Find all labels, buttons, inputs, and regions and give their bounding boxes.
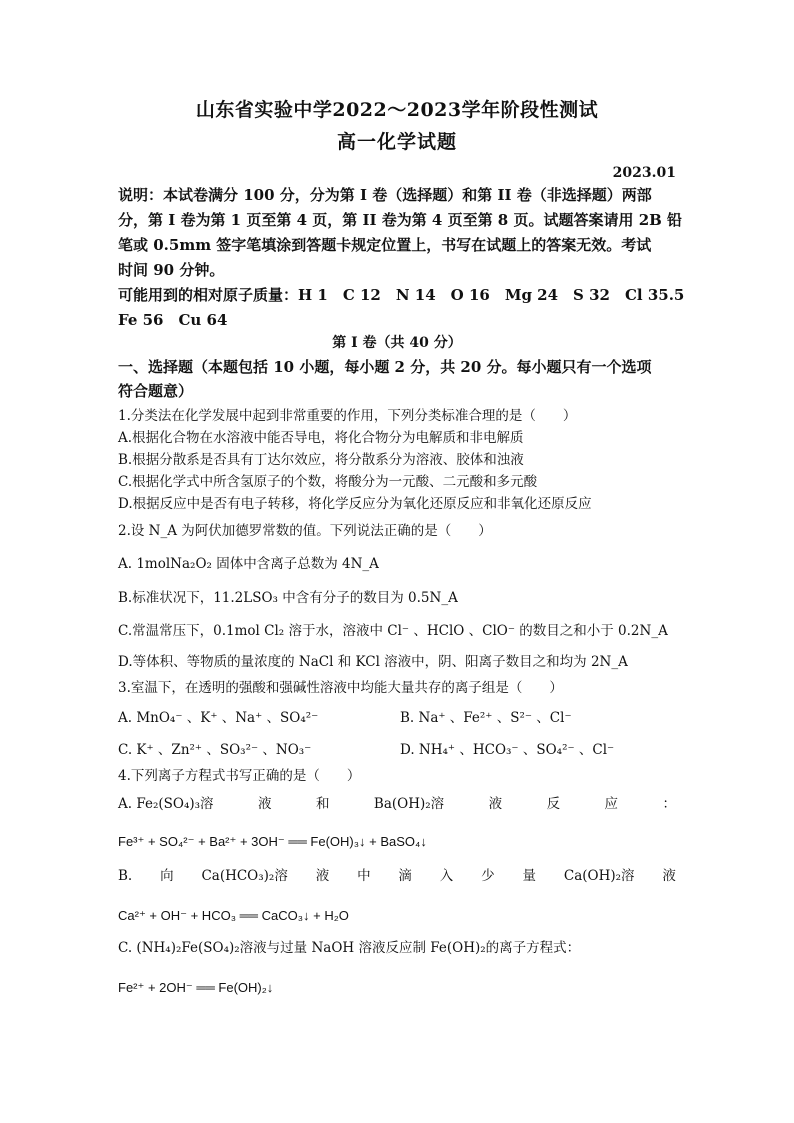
part-heading-line-1: 一、选择题（本题包括 10 小题，每小题 2 分，共 20 分。每小题只有一个选项 [118,358,652,376]
q4b-word: B. [118,868,133,884]
question-2-option-c: C.常温常压下，0.1mol Cl₂ 溶于水，溶液中 Cl⁻ 、HClO 、ClO⁻ 的数目之和小于 0.2N_A [118,623,668,639]
question-4-stem: 4.下列离子方程式书写正确的是（ ） [118,768,361,784]
part-heading-line-2: 符合题意） [118,382,194,400]
q4a-word: ： [662,796,676,812]
instructions-line-1: 说明：本试卷满分 100 分，分为第 I 卷（选择题）和第 II 卷（非选择题）两部 [118,186,652,204]
question-1-option-a: A.根据化合物在水溶液中能否导电，将化合物分为电解质和非电解质 [118,430,524,446]
q4a-word: 反 [546,796,561,812]
question-2-option-b: B.标准状况下，11.2LSO₃ 中含有分子的数目为 0.5N_A [118,590,458,606]
q4a-word: 和 [315,796,330,812]
question-3-options-row-1 [118,708,676,728]
question-4-option-b-equation: Ca²⁺ + OH⁻ + HCO₃ ══ CaCO₃↓ + H₂O [118,908,349,923]
question-4-option-a-equation: Fe³⁺ + SO₄²⁻ + Ba²⁺ + 3OH⁻ ══ Fe(OH)₃↓ + BaSO₄↓ [118,834,427,849]
question-1-stem: 1.分类法在化学发展中起到非常重要的作用，下列分类标准合理的是（ ） [118,408,577,424]
q4a-word: 液 [258,796,272,812]
instructions-line-4: 时间 90 分钟。 [118,261,225,279]
question-2-option-d: D.等体积、等物质的量浓度的 NaCl 和 KCl 溶液中，阴、阳离子数目之和均为 2N_A [118,654,628,670]
exam-date: 2023.01 [612,165,676,181]
q4b-word: 滴 [398,868,412,884]
question-1-option-d: D.根据反应中是否有电子转移，将化学反应分为氧化还原反应和非氧化还原反应 [118,496,592,512]
q4b-word: 入 [439,868,454,884]
question-1-option-b: B.根据分散系是否具有丁达尔效应，将分散系分为溶液、胶体和浊液 [118,452,524,468]
q4b-word: 液 [662,868,676,884]
exam-subtitle: 高一化学试题 [336,131,457,153]
instructions-line-2: 分，第 I 卷为第 1 页至第 4 页，第 II 卷为第 4 页至第 8 页。试题答案请用 2B 铅 [118,211,683,229]
instructions-line-3: 笔或 0.5mm 签字笔填涂到答题卡规定位置上，书写在试题上的答案无效。考试 [118,236,652,254]
question-2-option-a: A. 1molNa₂O₂ 固体中含离子总数为 4N_A [118,556,379,572]
q4b-word: 向 [160,868,174,884]
q4b-word: 中 [357,868,371,884]
q4a-word: 应 [604,796,619,812]
q4b-word: Ca(OH)₂溶 [563,868,635,884]
question-3-options-row-2 [118,740,676,760]
question-3-option-a: A. MnO₄⁻ 、K⁺ 、Na⁺ 、SO₄²⁻ [118,710,319,726]
q4b-word: 液 [315,868,330,884]
q4b-word: Ca(HCO₃)₂溶 [201,868,288,884]
question-4-option-a [118,794,676,814]
q4a-word: 液 [488,796,503,812]
question-2-stem: 2.设 N_A 为阿伏加德罗常数的值。下列说法正确的是（ ） [118,523,492,539]
q4a-word: A. Fe₂(SO₄)₃溶 [118,796,214,812]
q4b-word: 少 [481,868,495,884]
atomic-mass-line-1: 可能用到的相对原子质量：H 1 C 12 N 14 O 16 Mg 24 S 32 Cl 35.5 [118,286,685,304]
question-3-option-b: B. Na⁺ 、Fe²⁺ 、S²⁻ 、Cl⁻ [400,710,572,726]
question-4-option-c-equation: Fe²⁺ + 2OH⁻ ══ Fe(OH)₂↓ [118,980,274,995]
question-3-option-c: C. K⁺ 、Zn²⁺ 、SO₃²⁻ 、NO₃⁻ [118,742,312,758]
question-3-stem: 3.室温下，在透明的强酸和强碱性溶液中均能大量共存的离子组是（ ） [118,680,563,696]
question-1-option-c: C.根据化学式中所含氢原子的个数，将酸分为一元酸、二元酸和多元酸 [118,474,538,490]
atomic-mass-line-2: Fe 56 Cu 64 [118,311,228,329]
question-3-option-d: D. NH₄⁺ 、HCO₃⁻ 、SO₄²⁻ 、Cl⁻ [400,742,615,758]
section-heading: 第 I 卷（共 40 分） [332,335,462,351]
question-4-option-c: C. (NH₄)₂Fe(SO₄)₂溶液与过量 NaOH 溶液反应制 Fe(OH)₂的离子方程式： [118,940,581,956]
q4b-word: 量 [522,868,536,884]
exam-title: 山东省实验中学2022～2023学年阶段性测试 [195,99,599,121]
question-4-option-b [118,866,676,886]
q4a-word: Ba(OH)₂溶 [373,796,445,812]
